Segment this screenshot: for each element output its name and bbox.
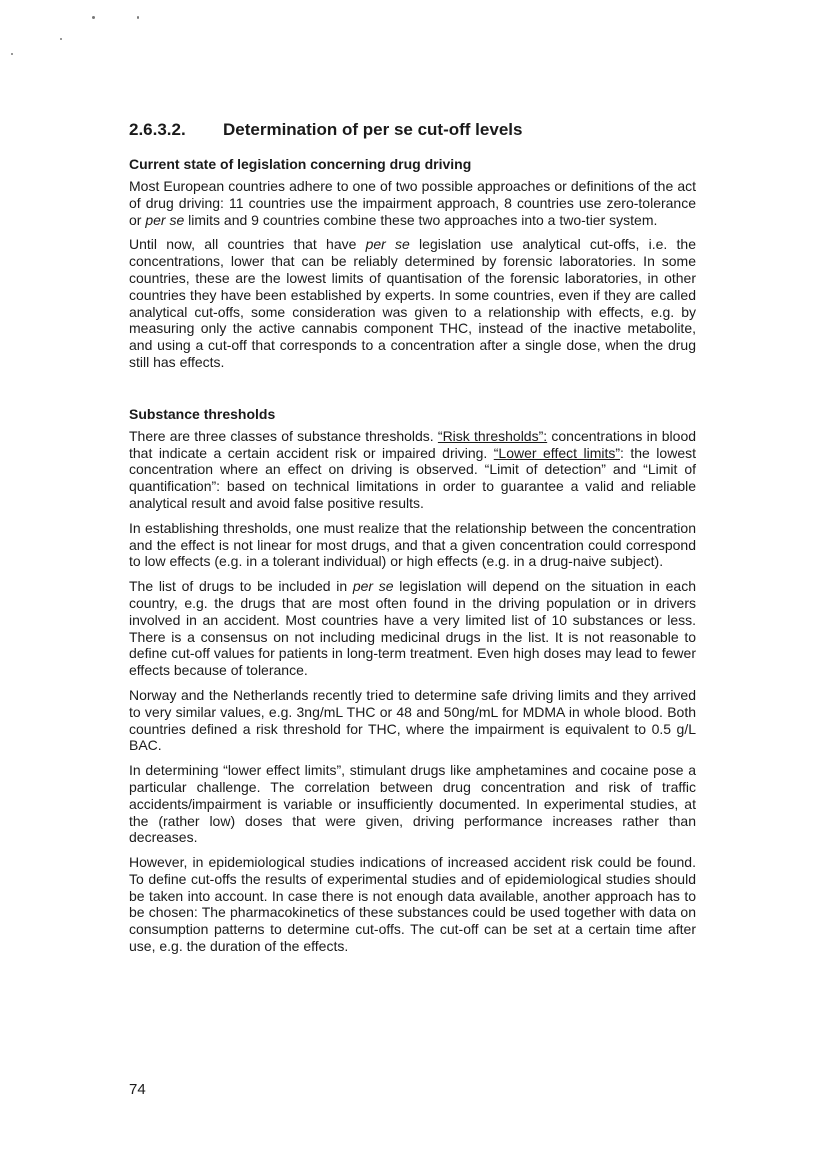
document-body <box>129 119 696 963</box>
scan-speck <box>11 53 13 55</box>
risk-thresholds-term: “Risk thresholds”: <box>437 427 548 444</box>
page-number: 74 <box>129 1081 146 1098</box>
thresholds-paragraph-3: The list of drugs to be included in per se legislation will depend on the situation in each country, e.g. the drugs that are most often found in the driving population or in drivers involved in an accident. Most countries have a very limited list of 10 substances or less. There is a consensus on not including medicinal drugs in the list. It is not reasonable to define cut-off values for patients in long-term treatment. Even high doses may lead to fewer effects because of tolerance. <box>129 578 697 679</box>
section-gap <box>129 379 696 405</box>
scan-speck <box>92 16 95 19</box>
thresholds-paragraph-6: However, in epidemiological studies indications of increased accident risk could be found. To define cut-offs the results of experimental studies and of epidemiological studies should be taken into account. In case there is not enough data available, another approach has to be chosen: The pharmacokinetics of these substances could be used together with data on consumption patterns to determine cut-offs. The cut-off can be set at a certain time after use, e.g. the duration of the effects. <box>129 854 696 955</box>
thresholds-paragraph-4: Norway and the Netherlands recently tried to determine safe driving limits and they arrived to very similar values, e.g. 3ng/mL THC or 48 and 50ng/mL for MDMA in whole blood. Both countries defined a risk threshold for THC, where the impairment is equivalent to 0.5 g/L BAC. <box>129 686 696 754</box>
legislation-paragraph-2: Until now, all countries that have per se legislation use analytical cut-offs, i.e. the concentrations, lower that can be reliably determined by forensic laboratories. In some countries, these are the lowest limits of quantisation of the forensic laboratories, in other countries they have been established by experts. In some countries, even if they are called analytical cut-offs, some consideration was given to a relationship with effects, e.g. by measuring only the active cannabis component THC, instead of the inactive metabolite, and using a cut-off that corresponds to a concentration after a single dose, when the drug still has effects. <box>129 236 696 370</box>
legislation-heading: Current state of legislation concerning drug driving <box>129 156 472 172</box>
section-title: Determination of per se cut-off levels <box>223 120 523 139</box>
legislation-paragraph-1: Most European countries adhere to one of two possible approaches or definitions of the act of drug driving: 11 countries use the impairment approach, 8 countries use zero-tolerance or per se limits and 9 countries combine these two approaches into a two-tier system. <box>129 178 696 228</box>
section-number: 2.6.3.2. <box>129 120 186 139</box>
thresholds-paragraph-2: In establishing thresholds, one must realize that the relationship between the concentration and the effect is not linear for most drugs, and that a given concentration could correspond to low effects (e.g. in a tolerant individual) or high effects (e.g. in a drug-naive subject). <box>129 519 696 570</box>
thresholds-heading: Substance thresholds <box>129 405 276 422</box>
scan-speck <box>137 16 139 19</box>
thresholds-paragraph-1: There are three classes of substance thresholds. “Risk thresholds”: concentrations in blood that indicate a certain accident risk or impaired driving. “Lower effect limits”: the lowest concentration where an effect on driving is observed. “Limit of detection” and “Limit of quantification”: based on technical limitations in order to guarantee a valid and reliable analytical result and avoid false positive results. <box>129 427 697 511</box>
thresholds-paragraph-5: In determining “lower effect limits”, stimulant drugs like amphetamines and cocaine pose a particular challenge. The correlation between drug concentration and risk of traffic accidents/impairment is variable or insufficiently documented. In experimental studies, at the (rather low) doses that were given, driving performance increases rather than decreases. <box>129 762 696 846</box>
scan-speck <box>60 38 62 40</box>
section-heading <box>129 119 696 141</box>
lower-effect-limits-term: “Lower effect limits” <box>493 444 621 461</box>
